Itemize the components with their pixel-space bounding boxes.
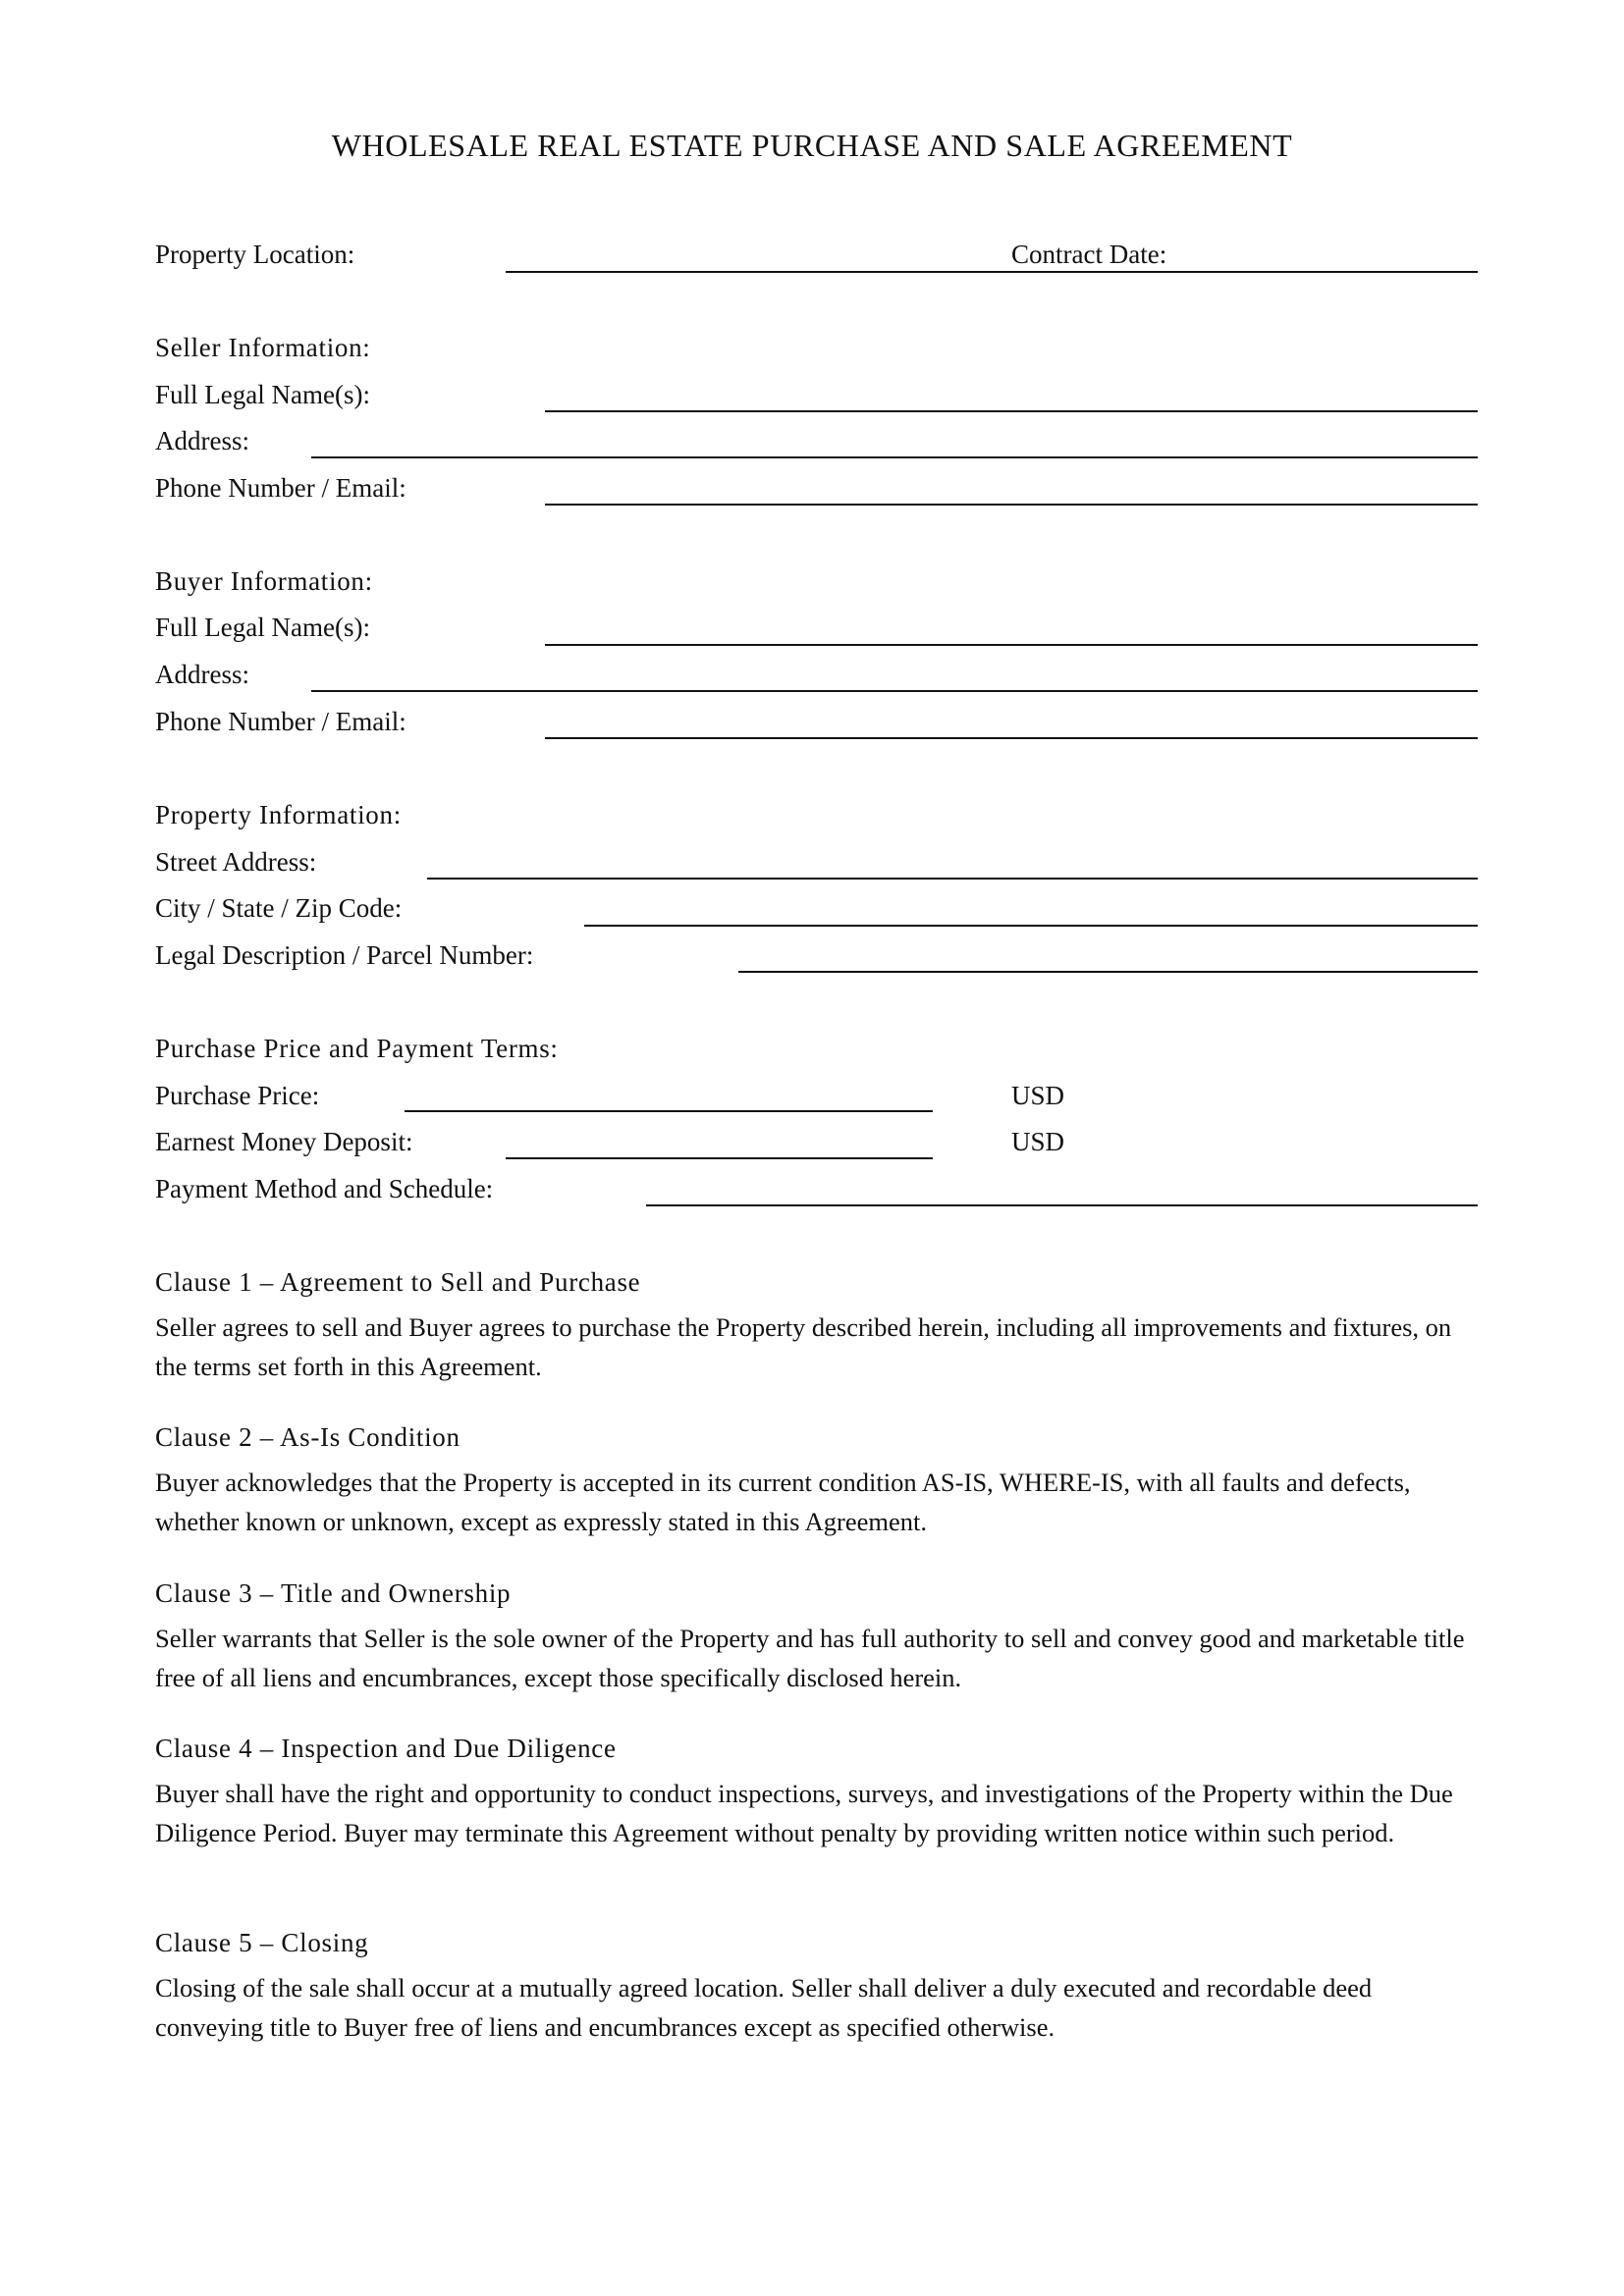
city-state-zip-label: City / State / Zip Code: xyxy=(155,893,403,923)
seller-address-label: Address: xyxy=(155,426,249,455)
seller-contact-label: Phone Number / Email: xyxy=(155,473,406,503)
document-title: WHOLESALE REAL ESTATE PURCHASE AND SALE AGREEMENT xyxy=(331,128,1293,163)
clause-2-title: Clause 2 – As-Is Condition xyxy=(155,1422,460,1452)
seller-contact-field[interactable] xyxy=(545,504,1478,506)
seller-name-label: Full Legal Name(s): xyxy=(155,380,370,409)
city-state-zip-field[interactable] xyxy=(584,925,1478,927)
buyer-address-field[interactable] xyxy=(311,690,1478,692)
clause-1-body: Seller agrees to sell and Buyer agrees to purchase the Property described herein, including all improvements and fixtures, on the terms set forth in this Agreement. xyxy=(155,1312,1452,1381)
clause-5-body: Closing of the sale shall occur at a mutually agreed location. Seller shall deliver a duly executed and recordable deed conveying title to Buyer free of liens and encumbrances except as specified otherwise. xyxy=(155,1973,1373,2042)
clause-3-body: Seller warrants that Seller is the sole owner of the Property and has full authority to sell and convey good and marketable title free of all liens and encumbrances, except those specifically disclosed herein. xyxy=(155,1624,1465,1692)
clause-1-title: Clause 1 – Agreement to Sell and Purchase xyxy=(155,1267,641,1297)
purchase-price-currency: USD xyxy=(1011,1081,1065,1110)
buyer-contact-label: Phone Number / Email: xyxy=(155,707,406,736)
legal-description-field[interactable] xyxy=(738,971,1478,973)
clause-3-title: Clause 3 – Title and Ownership xyxy=(155,1578,512,1608)
earnest-deposit-label: Earnest Money Deposit: xyxy=(155,1127,413,1156)
contract-date-label: Contract Date: xyxy=(1011,240,1167,269)
seller-name-field[interactable] xyxy=(545,410,1478,412)
legal-description-label: Legal Description / Parcel Number: xyxy=(155,940,534,970)
buyer-address-label: Address: xyxy=(155,660,249,689)
payment-section-heading: Purchase Price and Payment Terms: xyxy=(155,1034,559,1063)
seller-section-heading: Seller Information: xyxy=(155,333,371,362)
clause-4-title: Clause 4 – Inspection and Due Diligence xyxy=(155,1734,617,1763)
earnest-deposit-currency: USD xyxy=(1011,1127,1065,1156)
property-section-heading: Property Information: xyxy=(155,800,402,829)
buyer-section-heading: Buyer Information: xyxy=(155,566,373,596)
street-address-field[interactable] xyxy=(427,878,1478,880)
buyer-name-field[interactable] xyxy=(545,644,1478,646)
buyer-name-label: Full Legal Name(s): xyxy=(155,613,370,642)
purchase-price-field[interactable] xyxy=(405,1110,933,1112)
property-location-field[interactable] xyxy=(506,271,1478,273)
earnest-deposit-field[interactable] xyxy=(506,1157,933,1159)
clause-4-body: Buyer shall have the right and opportunity to conduct inspections, surveys, and investigations of the Property within the Due Diligence Period. Buyer may terminate this Agreement without penalty by providing written notice within such period. xyxy=(155,1779,1453,1847)
street-address-label: Street Address: xyxy=(155,847,317,877)
payment-method-field[interactable] xyxy=(646,1204,1478,1206)
property-location-label: Property Location: xyxy=(155,240,355,269)
payment-method-label: Payment Method and Schedule: xyxy=(155,1174,494,1203)
seller-address-field[interactable] xyxy=(311,456,1478,458)
clause-2-body: Buyer acknowledges that the Property is accepted in its current condition AS-IS, WHERE-IS, with all faults and defects, whether known or unknown, except as expressly stated in this Agreement. xyxy=(155,1468,1411,1536)
purchase-price-label: Purchase Price: xyxy=(155,1081,320,1110)
clause-5-title: Clause 5 – Closing xyxy=(155,1928,369,1957)
buyer-contact-field[interactable] xyxy=(545,737,1478,739)
